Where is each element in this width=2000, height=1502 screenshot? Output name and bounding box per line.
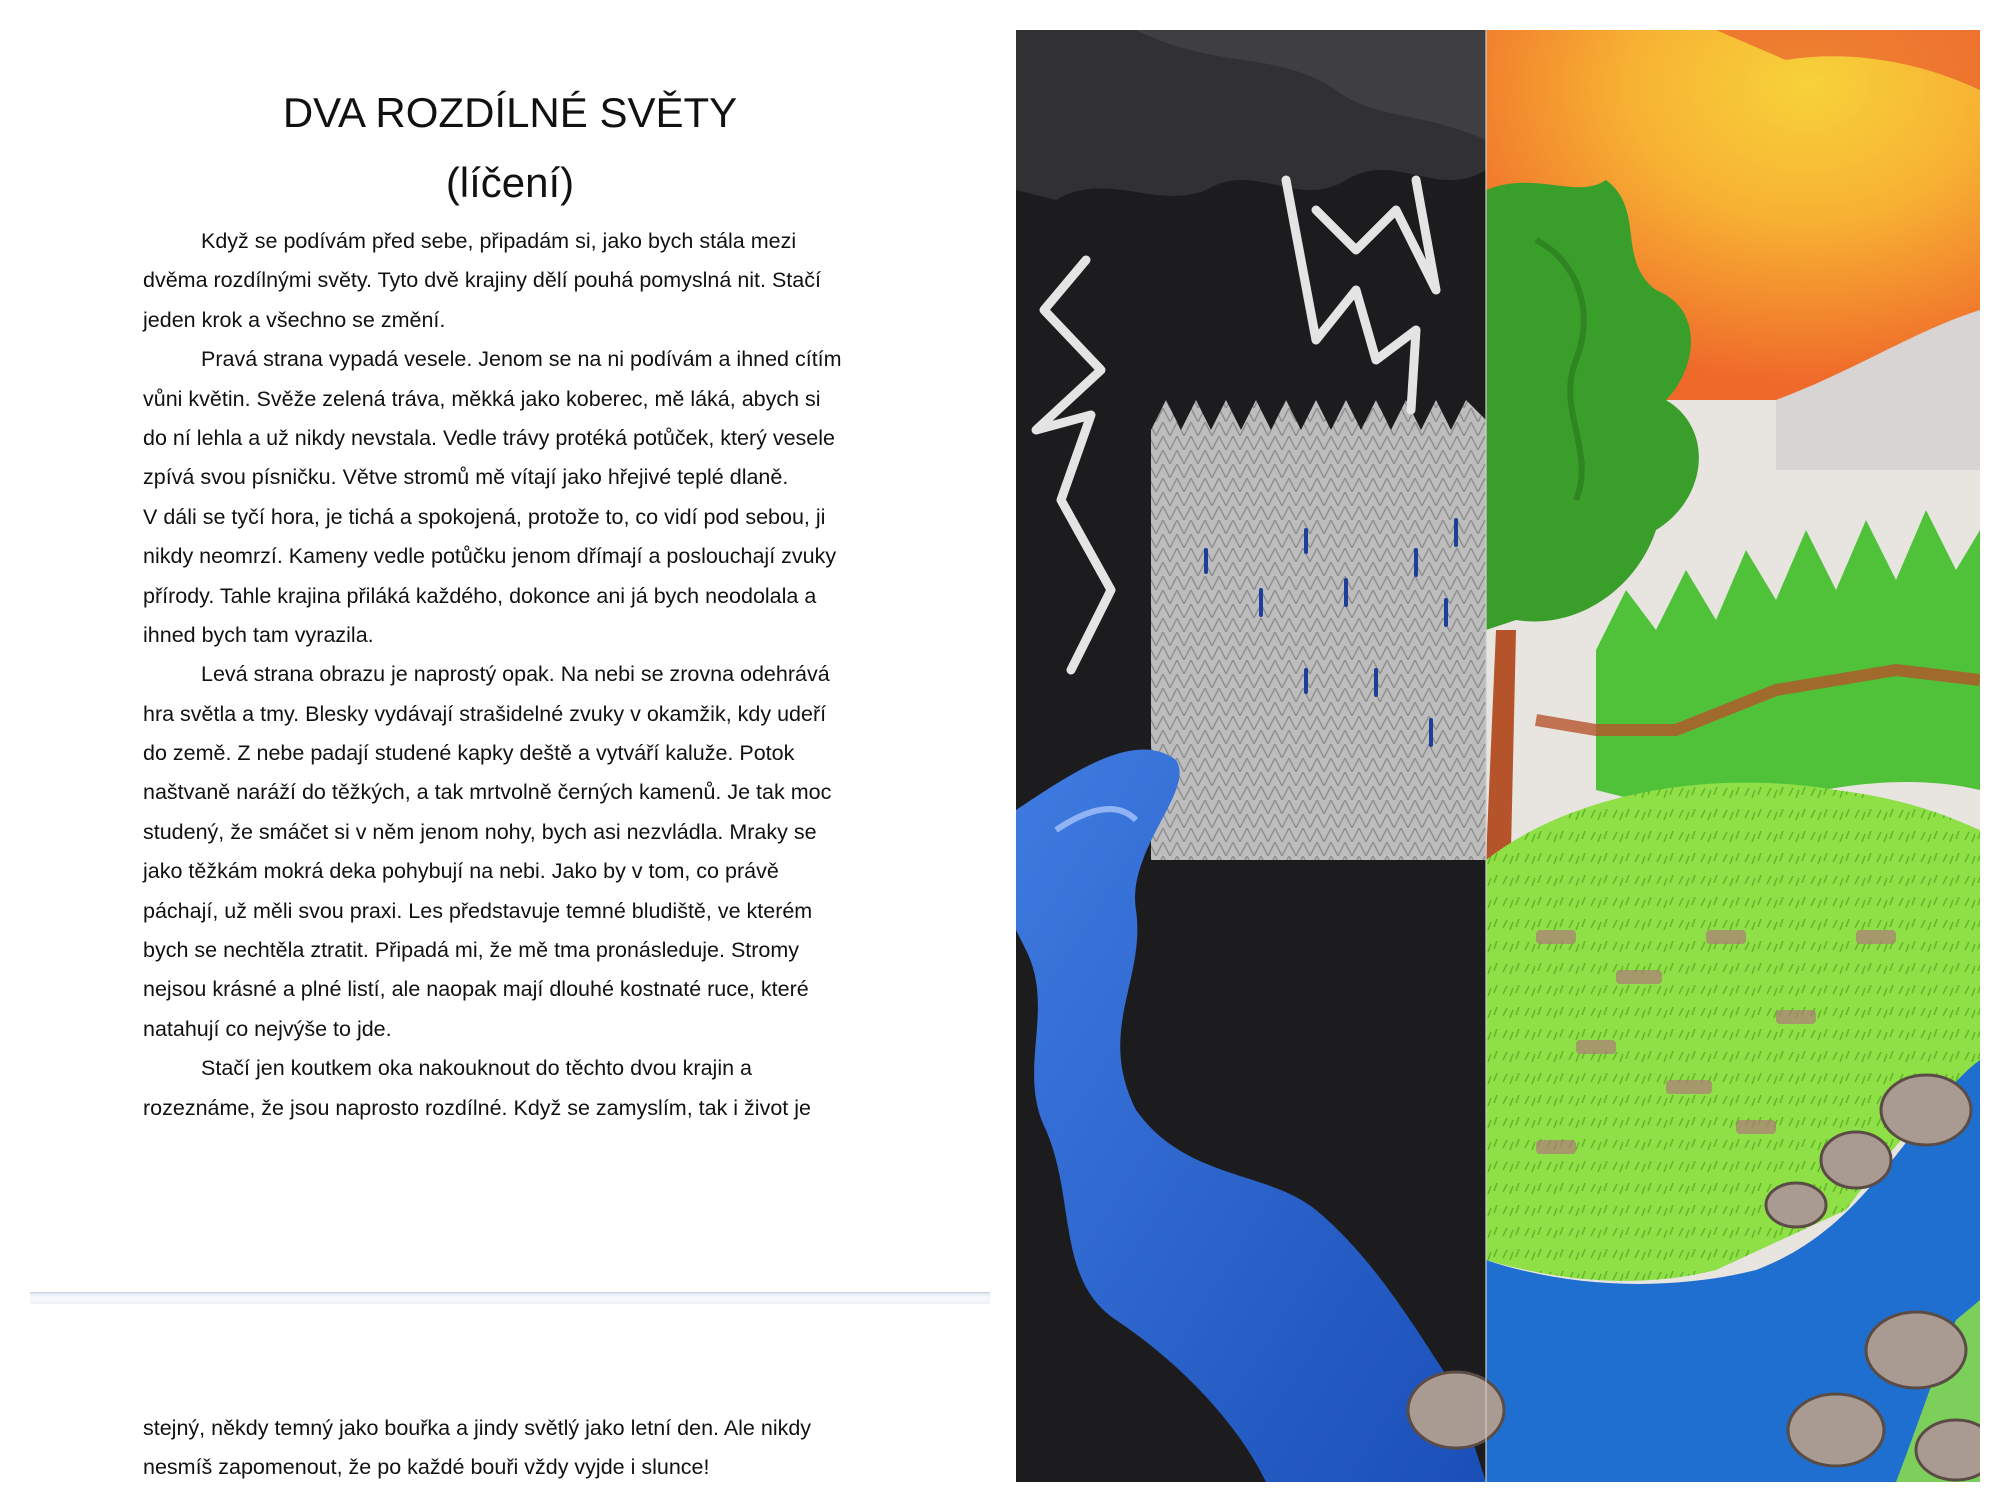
text-line: zpívá svou písničku. Větve stromů mě vítají jako hřejivé teplé dlaně. <box>143 465 789 490</box>
stone <box>1916 1420 1980 1480</box>
text-line: V dáli se tyčí hora, je tichá a spokojená, protože to, co vidí pod sebou, ji <box>143 504 826 529</box>
text-line: rozeznáme, že jsou naprosto rozdílné. Když se zamyslím, tak i život je <box>143 1095 811 1120</box>
text-line: natahují co nejvýše to jde. <box>143 1016 392 1041</box>
stone <box>1866 1312 1966 1388</box>
text-line: ihned bych tam vyrazila. <box>143 622 374 647</box>
stone <box>1408 1372 1504 1448</box>
text-line: vůni květin. Svěže zelená tráva, měkká jako koberec, mě láká, abych si <box>143 386 821 411</box>
text-line: studený, že smáčet si v něm jenom nohy, bych asi nezvládla. Mraky se <box>143 819 817 844</box>
storm-side <box>1016 30 1486 1482</box>
text-line: nejsou krásné a plné listí, ale naopak mají dlouhé kostnaté ruce, které <box>143 977 809 1002</box>
stone <box>1766 1183 1826 1227</box>
text-line: hra světla a tmy. Blesky vydávají strašidelné zvuky v okamžik, kdy udeří <box>143 701 827 726</box>
stone <box>1788 1394 1884 1466</box>
essay-body-page-2 <box>143 1409 888 1488</box>
text-line: Stačí jen koutkem oka nakouknout do těchto dvou krajin a <box>201 1056 752 1081</box>
text-line: Levá strana obrazu je naprostý opak. Na nebi se zrovna odehrává <box>201 662 830 687</box>
essay-body <box>143 222 888 1128</box>
text-line: nikdy neomrzí. Kameny vedle potůčku jenom dřímají a poslouchají zvuky <box>143 544 837 569</box>
text-line: páchají, už měli svou praxi. Les představuje temné bludiště, ve kterém <box>143 898 813 923</box>
text-line: do ní lehla a už nikdy nevstala. Vedle trávy protéká potůček, který vesele <box>143 425 835 450</box>
stone <box>1881 1075 1971 1145</box>
text-line: stejný, někdy temný jako bouřka a jindy světlý jako letní den. Ale nikdy <box>143 1416 812 1440</box>
text-line: naštvaně naráží do těžkých, a tak mrtvolně černých kamenů. Je tak moc <box>143 780 832 805</box>
text-line: Když se podívám před sebe, připadám si, jako bych stála mezi <box>201 229 797 253</box>
document-title: DVA ROZDÍLNÉ SVĚTY <box>282 89 738 136</box>
text-line: jako těžkám mokrá deka pohybují na nebi. Jako by v tom, co právě <box>143 859 779 884</box>
text-line: nesmíš zapomenout, že po každé bouři vždy vyjde i slunce! <box>143 1455 710 1480</box>
two-worlds-drawing <box>1016 30 1980 1482</box>
text-line: přírody. Tahle krajina přiláká každého, dokonce ani já bych neodolala a <box>143 583 817 608</box>
sunny-side <box>1408 30 1980 1482</box>
rain-area <box>1151 400 1486 860</box>
text-line: dvěma rozdílnými světy. Tyto dvě krajiny dělí pouhá pomyslná nit. Stačí <box>143 268 821 293</box>
document-subtitle: (líčení) <box>445 159 575 206</box>
text-line: do země. Z nebe padají studené kapky deště a vytváří kaluže. Potok <box>143 741 795 766</box>
text-line: jeden krok a všechno se změní. <box>143 307 446 332</box>
drawing-canvas <box>1016 30 1980 1482</box>
text-line: bych se nechtěla ztratit. Připadá mi, že mě tma pronásleduje. Stromy <box>143 938 800 963</box>
text-line: Pravá strana vypadá vesele. Jenom se na ni podívám a ihned cítím <box>201 347 842 372</box>
stone <box>1821 1132 1891 1188</box>
